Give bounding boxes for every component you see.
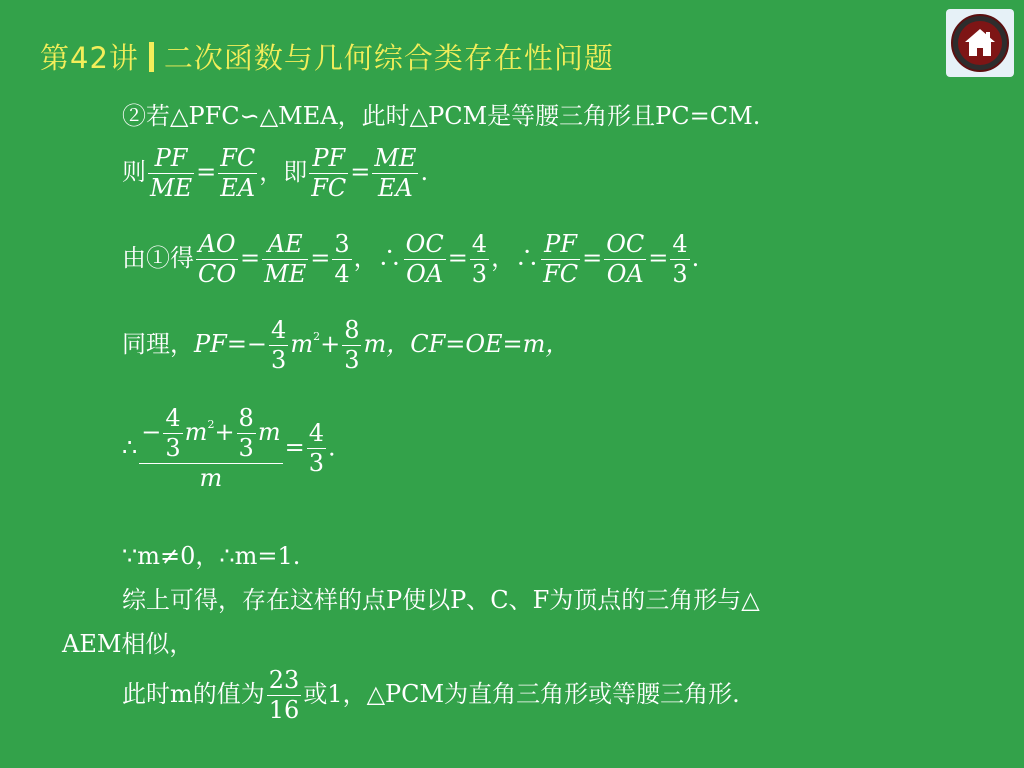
fraction-num: PF bbox=[312, 144, 346, 172]
fraction bbox=[307, 421, 326, 476]
fraction bbox=[372, 146, 418, 201]
line-4: 同理，PF=− $\frac{4}{3}$ $m^2+$ $\frac{8}{3}$ m，CF=OE=m， bbox=[122, 316, 570, 375]
fraction-den: OA bbox=[406, 260, 444, 289]
line-7 bbox=[122, 580, 760, 615]
line-2-mid: ，即 bbox=[259, 158, 308, 187]
fraction bbox=[404, 232, 446, 287]
line-6-text: ∵m≠0，∴m=1. bbox=[122, 542, 301, 570]
fraction-den: ME bbox=[264, 260, 307, 289]
fraction bbox=[541, 232, 580, 287]
fraction bbox=[670, 232, 689, 287]
fraction-num: 4 bbox=[271, 316, 287, 344]
fraction-num: 8 bbox=[238, 404, 254, 432]
line-5: ∴ − $\frac{4}{3}$ $m^2+$ $\frac{8}{3}$ m m = $\frac{4}{3}$ . bbox=[122, 404, 336, 493]
line-8-text: AEM相似， bbox=[62, 630, 194, 658]
fraction-num: 4 bbox=[308, 419, 324, 448]
fraction-num: 4 bbox=[672, 230, 688, 258]
compound-numerator: − $\frac{4}{3}$ $m^2+$ $\frac{8}{3}$ m bbox=[141, 404, 281, 463]
line-9 bbox=[122, 668, 740, 723]
fraction-num: PF bbox=[544, 230, 577, 258]
line-8 bbox=[62, 624, 193, 659]
fraction bbox=[237, 406, 256, 461]
fraction bbox=[332, 232, 351, 287]
fraction-den: EA bbox=[377, 174, 413, 203]
line-4-prefix: 同理， bbox=[122, 330, 194, 359]
fraction-den: 4 bbox=[334, 260, 350, 289]
fraction bbox=[196, 232, 238, 287]
line-7-text: 综上可得，存在这样的点P使以P、C、F为顶点的三角形与△ bbox=[122, 586, 760, 614]
fraction bbox=[604, 232, 646, 287]
fraction bbox=[148, 146, 194, 201]
fraction-num: 4 bbox=[471, 230, 488, 258]
fraction-den: 3 bbox=[672, 260, 688, 289]
line-1 bbox=[122, 96, 760, 131]
fraction-num: OC bbox=[405, 230, 444, 258]
fraction-den: 16 bbox=[268, 696, 300, 725]
fraction-num: 4 bbox=[165, 404, 181, 432]
lecture-number: 第42讲 bbox=[40, 41, 139, 75]
fraction-den: 3 bbox=[165, 434, 181, 463]
fraction bbox=[163, 406, 182, 461]
fraction bbox=[342, 318, 361, 373]
fraction bbox=[269, 318, 288, 373]
fraction-den: FC bbox=[543, 260, 579, 289]
fraction-den: 3 bbox=[308, 449, 324, 478]
fraction-num: AO bbox=[198, 230, 236, 258]
fraction-num: AE bbox=[267, 230, 303, 258]
fraction-den: 3 bbox=[344, 346, 360, 375]
fraction-den: EA bbox=[220, 174, 256, 203]
fraction-num: 8 bbox=[344, 316, 360, 344]
fraction-num: FC bbox=[220, 144, 256, 172]
compound-denominator: m bbox=[199, 464, 223, 493]
lecture-title: 二次函数与几何综合类存在性问题 bbox=[163, 41, 614, 75]
fraction-den: ME bbox=[150, 174, 193, 203]
fraction bbox=[267, 668, 302, 723]
fraction bbox=[262, 232, 308, 287]
fraction-den: FC bbox=[311, 174, 347, 203]
fraction-num: 23 bbox=[268, 666, 300, 694]
fraction-num: ME bbox=[374, 144, 417, 172]
line-3: 由①得 $\frac{AO}{CO}$ = $\frac{AE}{ME}$ = $\frac{3}{4}$ ，∴ $\frac{OC}{OA}$ = $\frac{4}{3}$ ，∴ $\frac{PF}{FC}$ = $\frac{OC}{OA}$ = $\frac{4}{3}$ . bbox=[122, 230, 700, 289]
line-9-prefix: 此时m的值为 bbox=[122, 680, 265, 709]
line-6 bbox=[122, 536, 300, 571]
fraction bbox=[470, 232, 489, 287]
line-1-text: ②若△PFC∽△MEA，此时△PCM是等腰三角形且PC=CM. bbox=[122, 102, 761, 130]
fraction-num: OC bbox=[606, 230, 645, 258]
line-9-suffix: 或1，△PCM为直角三角形或等腰三角形. bbox=[303, 680, 740, 709]
fraction-num: PF bbox=[154, 144, 188, 172]
compound-fraction bbox=[139, 406, 282, 492]
fraction-num: 3 bbox=[334, 230, 350, 258]
line-4-suffix: m，CF=OE=m， bbox=[363, 330, 570, 359]
fraction-den: 3 bbox=[471, 260, 488, 289]
line-2: 则 $\frac{PF}{ME}$ = $\frac{FC}{EA}$ ，即 $\frac{PF}{FC}$ = $\frac{ME}{EA}$ . bbox=[122, 144, 429, 203]
fraction-den: CO bbox=[198, 260, 237, 289]
line-2-prefix: 则 bbox=[122, 158, 146, 187]
line-3-prefix: 由①得 bbox=[122, 244, 194, 273]
fraction bbox=[309, 146, 348, 201]
fraction bbox=[218, 146, 257, 201]
fraction-den: 3 bbox=[238, 434, 254, 463]
fraction-den: OA bbox=[606, 260, 644, 289]
fraction-den: 3 bbox=[271, 346, 287, 375]
